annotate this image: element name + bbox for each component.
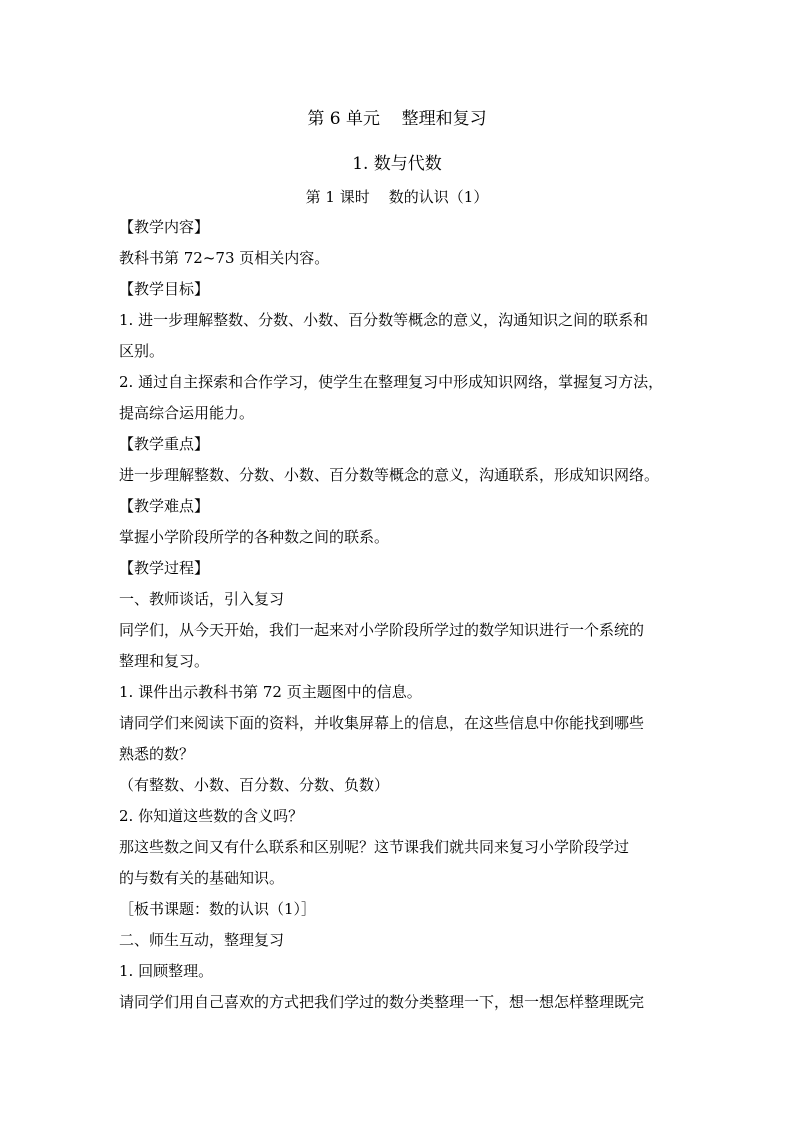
- paragraph-line: ［板书课题：数的认识（1）］: [119, 900, 317, 918]
- heading-process: 【教学过程】: [119, 559, 210, 577]
- paragraph-line: 进一步理解整数、分数、小数、百分数等概念的意义，沟通联系，形成知识网络。: [119, 466, 660, 484]
- paragraph-line: 二、师生互动，整理复习: [119, 931, 285, 949]
- lesson-title: 第 1 课时 数的认识（1）: [305, 188, 489, 206]
- paragraph-line: 掌握小学阶段所学的各种数之间的联系。: [119, 528, 390, 546]
- heading-teaching-content: 【教学内容】: [119, 218, 210, 236]
- paragraph-line: 1. 回顾整理。: [119, 962, 214, 980]
- paragraph-line: 2. 你知道这些数的含义吗？: [119, 807, 304, 825]
- paragraph-line: 1. 课件出示教科书第 72 页主题图中的信息。: [119, 683, 422, 701]
- paragraph-line: 教科书第 72~73 页相关内容。: [119, 249, 330, 267]
- paragraph-line: 区别。: [119, 342, 165, 360]
- section-title: 1. 数与代数: [352, 154, 442, 174]
- paragraph-line: 1. 进一步理解整数、分数、小数、百分数等概念的意义，沟通知识之间的联系和: [119, 311, 649, 329]
- heading-teaching-goals: 【教学目标】: [119, 280, 210, 298]
- heading-difficulties: 【教学难点】: [119, 497, 210, 515]
- paragraph-line: 的与数有关的基础知识。: [119, 869, 285, 887]
- paragraph-line: （有整数、小数、百分数、分数、负数）: [119, 776, 390, 794]
- paragraph-line: 同学们，从今天开始，我们一起来对小学阶段所学过的数学知识进行一个系统的: [119, 621, 645, 639]
- paragraph-line: 整理和复习。: [119, 652, 210, 670]
- paragraph-line: 熟悉的数？: [119, 745, 195, 763]
- paragraph-line: 一、教师谈话，引入复习: [119, 590, 285, 608]
- paragraph-line: 那这些数之间又有什么联系和区别呢？这节课我们就共同来复习小学阶段学过: [119, 838, 630, 856]
- lesson-body: [119, 212, 679, 1018]
- paragraph-line: 请同学们用自己喜欢的方式把我们学过的数分类整理一下，想一想怎样整理既完: [119, 993, 645, 1011]
- heading-key-points: 【教学重点】: [119, 435, 210, 453]
- unit-title: 第 6 单元 整理和复习: [307, 109, 487, 129]
- paragraph-line: 提高综合运用能力。: [119, 404, 255, 422]
- paragraph-line: 2. 通过自主探索和合作学习，使学生在整理复习中形成知识网络，掌握复习方法，: [119, 373, 664, 391]
- paragraph-line: 请同学们来阅读下面的资料，并收集屏幕上的信息，在这些信息中你能找到哪些: [119, 714, 645, 732]
